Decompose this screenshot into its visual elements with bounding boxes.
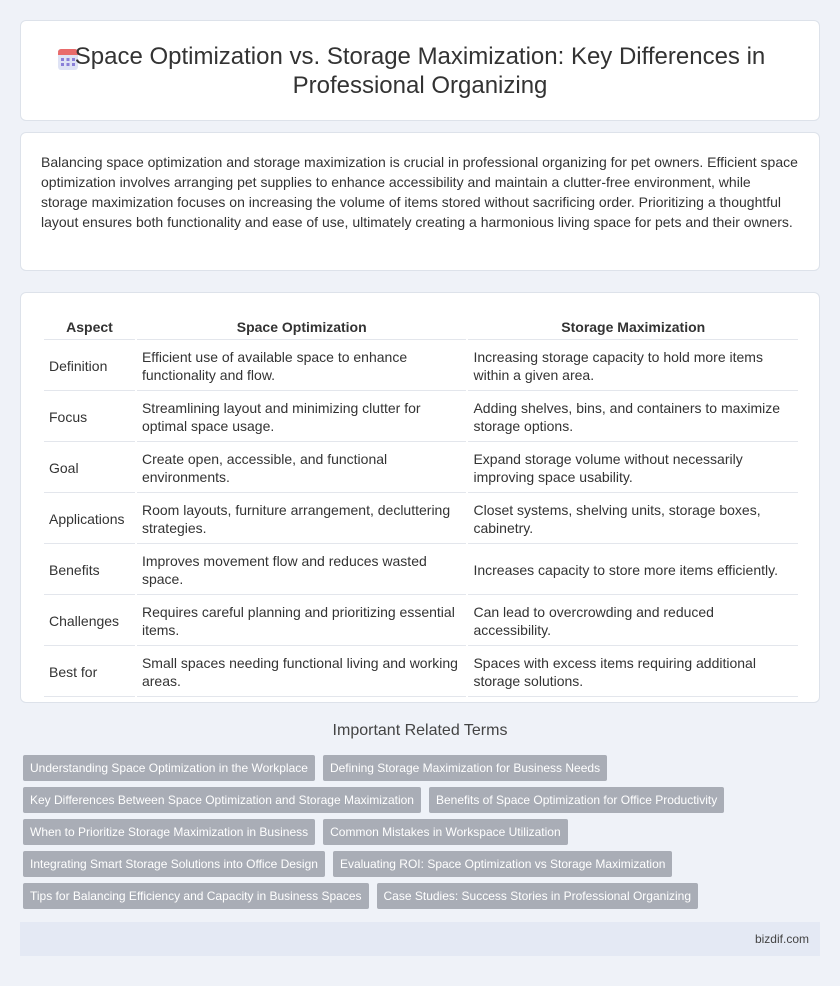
table-header-row — [44, 315, 798, 340]
table-row — [44, 393, 798, 442]
header-aspect: Aspect — [44, 315, 135, 340]
table-row — [44, 648, 798, 697]
footer-site-link[interactable]: bizdif.com — [754, 932, 809, 946]
related-terms-title: Important Related Terms — [332, 722, 508, 739]
related-term-link[interactable]: Integrating Smart Storage Solutions into Office Design — [23, 851, 325, 877]
row-space-optimization: Small spaces needing functional living and working areas. — [137, 648, 467, 697]
row-aspect: Focus — [44, 393, 135, 442]
header-card — [20, 20, 820, 121]
table-row — [44, 546, 798, 595]
related-terms-list — [23, 755, 823, 915]
comparison-table-card — [20, 292, 820, 703]
row-space-optimization: Room layouts, furniture arrangement, decluttering strategies. — [137, 495, 467, 544]
related-term-link[interactable]: When to Prioritize Storage Maximization in Business — [23, 819, 315, 845]
comparison-table — [42, 313, 800, 699]
row-space-optimization: Requires careful planning and prioritizing essential items. — [137, 597, 467, 646]
related-term-link[interactable]: Common Mistakes in Workspace Utilization — [323, 819, 568, 845]
row-space-optimization: Efficient use of available space to enhance functionality and flow. — [137, 342, 467, 391]
row-space-optimization: Create open, accessible, and functional environments. — [137, 444, 467, 493]
intro-card — [20, 132, 820, 271]
row-storage-maximization: Increases capacity to store more items efficiently. — [468, 546, 798, 595]
tag-row — [23, 883, 823, 909]
table-row — [44, 342, 798, 391]
footer — [20, 922, 820, 956]
header-space-optimization: Space Optimization — [137, 315, 467, 340]
related-term-link[interactable]: Evaluating ROI: Space Optimization vs Storage Maximization — [333, 851, 672, 877]
related-term-link[interactable]: Understanding Space Optimization in the Workplace — [23, 755, 315, 781]
related-term-link[interactable]: Key Differences Between Space Optimization and Storage Maximization — [23, 787, 421, 813]
row-aspect: Goal — [44, 444, 135, 493]
row-aspect: Applications — [44, 495, 135, 544]
table-row — [44, 495, 798, 544]
row-aspect: Definition — [44, 342, 135, 391]
row-space-optimization: Streamlining layout and minimizing clutter for optimal space usage. — [137, 393, 467, 442]
header-storage-maximization: Storage Maximization — [468, 315, 798, 340]
related-term-link[interactable]: Case Studies: Success Stories in Professional Organizing — [377, 883, 698, 909]
table-row — [44, 597, 798, 646]
row-aspect: Challenges — [44, 597, 135, 646]
row-aspect: Benefits — [44, 546, 135, 595]
related-term-link[interactable]: Defining Storage Maximization for Business Needs — [323, 755, 607, 781]
intro-paragraph: Balancing space optimization and storage maximization is crucial in professional organizing for pet owners. Efficient space optimization involves arranging pet supplies to enhance accessibility and maintain a clutter-free environment, while storage maximization focuses on increasing the volume of items stored without sacrificing order. Prioritizing a thoughtful layout ensures both functionality and ease of use, ultimately creating a harmonious living space for pets and their owners. — [41, 154, 798, 230]
row-aspect: Best for — [44, 648, 135, 697]
page-title: Space Optimization vs. Storage Maximization: Key Differences in Professional Organizing — [74, 42, 766, 99]
row-storage-maximization: Expand storage volume without necessarily improving space usability. — [468, 444, 798, 493]
table-row — [44, 444, 798, 493]
row-storage-maximization: Closet systems, shelving units, storage boxes, cabinetry. — [468, 495, 798, 544]
related-term-link[interactable]: Benefits of Space Optimization for Office Productivity — [429, 787, 724, 813]
row-space-optimization: Improves movement flow and reduces wasted space. — [137, 546, 467, 595]
row-storage-maximization: Adding shelves, bins, and containers to maximize storage options. — [468, 393, 798, 442]
tag-row — [23, 851, 823, 877]
row-storage-maximization: Can lead to overcrowding and reduced accessibility. — [468, 597, 798, 646]
tag-row — [23, 755, 823, 781]
row-storage-maximization: Spaces with excess items requiring additional storage solutions. — [468, 648, 798, 697]
tag-row — [23, 787, 823, 813]
related-term-link[interactable]: Tips for Balancing Efficiency and Capacity in Business Spaces — [23, 883, 369, 909]
row-storage-maximization: Increasing storage capacity to hold more items within a given area. — [468, 342, 798, 391]
tag-row — [23, 819, 823, 845]
